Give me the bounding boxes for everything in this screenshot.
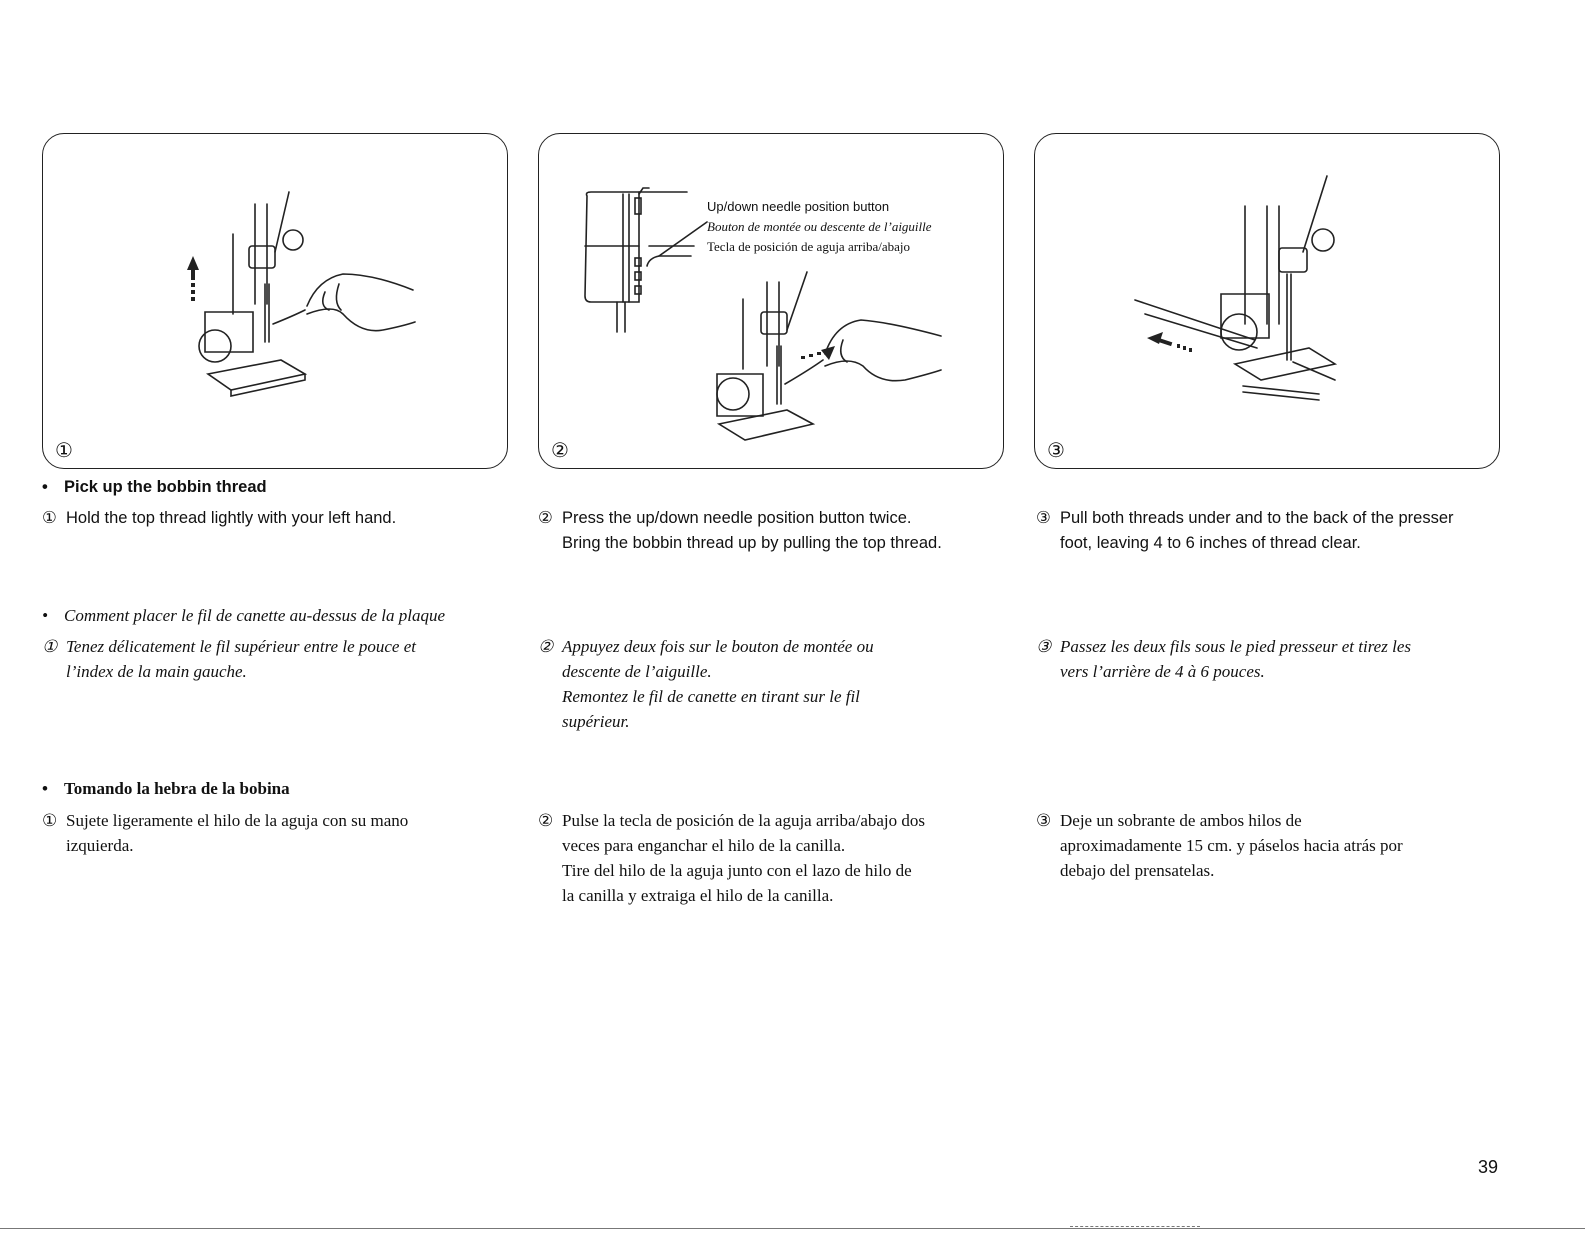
step-text: Passez les deux fils sous le pied presseur et tirez les vers l’arrière de 4 à 6 pouces. bbox=[1060, 637, 1411, 681]
english-step-3 bbox=[1036, 506, 1536, 556]
threads-back-illustration bbox=[1035, 134, 1501, 470]
spanish-step-2 bbox=[538, 808, 1028, 908]
french-heading bbox=[40, 603, 560, 628]
spanish-step-3 bbox=[1036, 808, 1536, 883]
english-heading-text: Pick up the bobbin thread bbox=[64, 478, 267, 496]
step-number: ① bbox=[42, 509, 57, 527]
french-step-2 bbox=[538, 634, 1018, 734]
step-text: Pulse la tecla de posición de la aguja arriba/abajo dos veces para enganchar el hilo de la canilla. Tire del hilo de la aguja junto con el lazo de hilo de la canilla y extraiga el hilo de la canilla. bbox=[562, 811, 926, 905]
step-number: ③ bbox=[1036, 509, 1051, 527]
french-step-3 bbox=[1036, 634, 1536, 684]
step-number: ① bbox=[42, 637, 58, 656]
illustration-panel-1 bbox=[42, 133, 508, 469]
step-text: Appuyez deux fois sur le bouton de montée ou descente de l’aiguille. Remontez le fil de canette en tirant sur le fil supérieur. bbox=[562, 637, 874, 731]
french-step-1 bbox=[42, 634, 522, 684]
french-heading-text: Comment placer le fil de canette au-dessus de la plaque bbox=[64, 606, 445, 625]
illustration-panel-2 bbox=[538, 133, 1004, 469]
step-number: ② bbox=[538, 811, 554, 830]
bullet-icon: • bbox=[42, 779, 48, 798]
spanish-heading-text: Tomando la hebra de la bobina bbox=[64, 779, 290, 798]
spanish-heading bbox=[40, 776, 520, 801]
step-text: Sujete ligeramente el hilo de la aguja con su mano izquierda. bbox=[66, 811, 409, 855]
step-text: Hold the top thread lightly with your left hand. bbox=[66, 509, 397, 527]
step-number: ① bbox=[42, 811, 58, 830]
panel-number: ② bbox=[551, 438, 569, 462]
needle-hand-illustration-1 bbox=[43, 134, 509, 470]
step-text: Deje un sobrante de ambos hilos de aproximadamente 15 cm. y páselos hacia atrás por debajo del prensatelas. bbox=[1060, 811, 1403, 880]
bullet-icon: • bbox=[42, 478, 48, 496]
needle-button-illustration bbox=[539, 134, 1005, 470]
step-number: ③ bbox=[1036, 637, 1052, 656]
english-step-2 bbox=[538, 506, 1018, 556]
step-text: Tenez délicatement le fil supérieur entre le pouce et l’index de la main gauche. bbox=[66, 637, 416, 681]
callout-label-english: Up/down needle position button bbox=[707, 199, 890, 214]
step-number: ③ bbox=[1036, 811, 1052, 830]
callout-label-spanish: Tecla de posición de aguja arriba/abajo bbox=[707, 239, 911, 254]
panel-number: ③ bbox=[1047, 438, 1065, 462]
bottom-rule-mark bbox=[1070, 1226, 1200, 1227]
callout-label-french: Bouton de montée ou descente de l’aiguille bbox=[707, 219, 932, 234]
step-number: ② bbox=[538, 509, 553, 527]
needle-button-callout bbox=[707, 197, 932, 257]
page-number: 39 bbox=[1478, 1157, 1499, 1177]
step-number: ② bbox=[538, 637, 554, 656]
english-heading bbox=[40, 475, 520, 500]
english-step-1 bbox=[42, 506, 512, 531]
spanish-step-1 bbox=[42, 808, 522, 858]
panel-number: ① bbox=[55, 438, 73, 462]
bullet-icon: • bbox=[42, 606, 48, 625]
step-text: Press the up/down needle position button twice. Bring the bobbin thread up by pulling the top thread. bbox=[562, 509, 942, 552]
step-text: Pull both threads under and to the back of the presser foot, leaving 4 to 6 inches of thread clear. bbox=[1060, 509, 1454, 552]
illustration-panel-3 bbox=[1034, 133, 1500, 469]
bottom-rule bbox=[0, 1228, 1585, 1229]
